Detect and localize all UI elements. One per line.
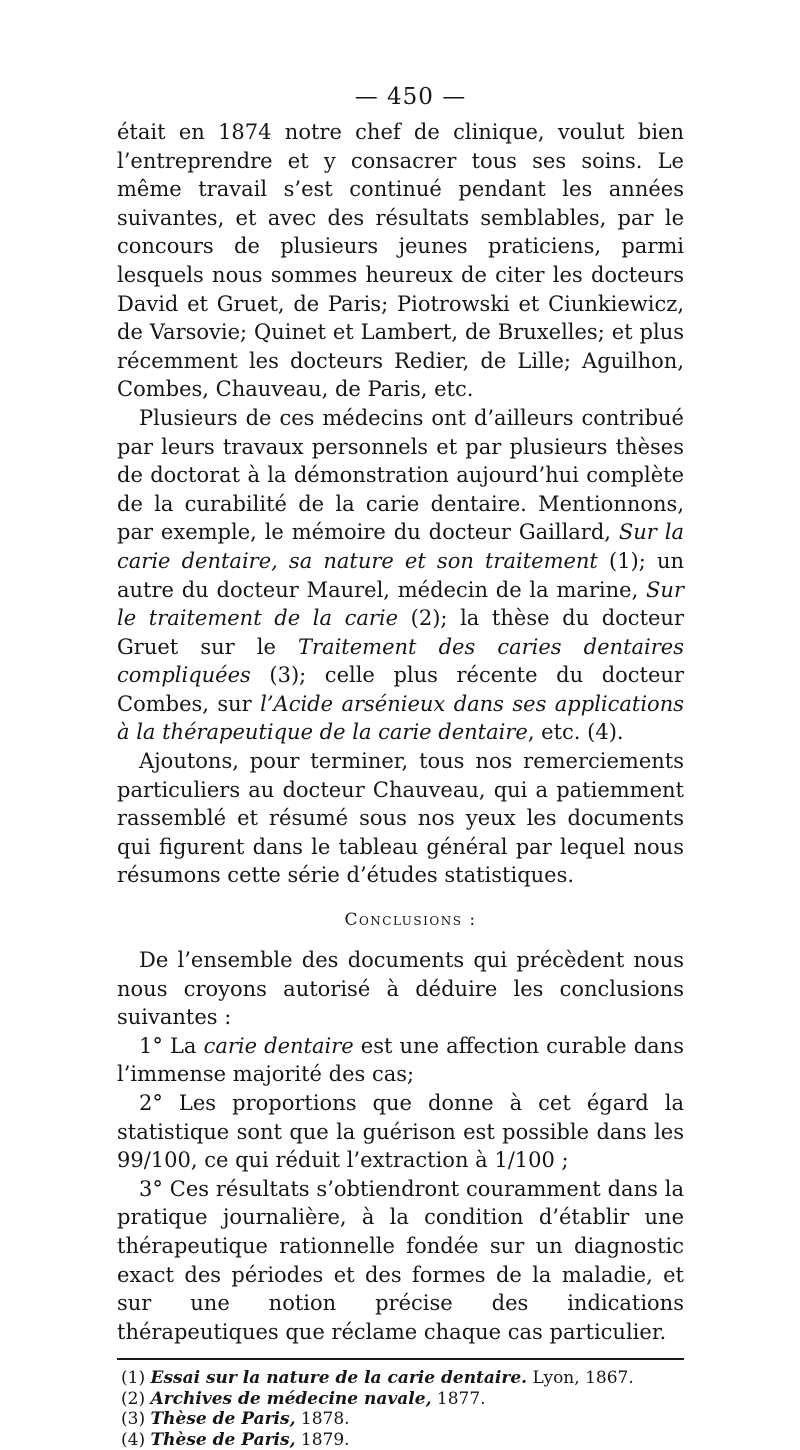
footnote-title: Thèse de Paris, (150, 1429, 296, 1450)
text-run: (1); un autre du docteur Maurel, médecin de la marine, (117, 548, 684, 602)
conclusion-2 (117, 1089, 684, 1175)
paragraph-publications (117, 404, 684, 747)
footnote-detail: 1879. (295, 1429, 350, 1450)
footnote-detail: 1878. (295, 1409, 350, 1430)
page-number: — 450 — (354, 84, 467, 110)
conclusion-3 (117, 1175, 684, 1347)
footnote-mark: (4) (121, 1429, 146, 1450)
book-page (117, 82, 684, 1450)
text-run: , etc. (4). (527, 720, 624, 745)
paragraph-acknowledgements: Ajoutons, pour terminer, tous nos remerciements particuliers au docteur Chauveau, qui a patiemment rassemblé et résumé sous nos yeux les documents qui figurent dans le tableau général par lequel nous résumons cette série d’études statistiques. (117, 749, 684, 888)
italic-title-gaillard: Sur la carie dentaire, sa nature et son traitement (117, 520, 684, 573)
conclusion-number: 3° (139, 1176, 163, 1201)
conclusion-number: 1° (139, 1033, 163, 1058)
section-heading-conclusions: Conclusions : (344, 910, 477, 931)
footnote-detail: Lyon, 1867. (527, 1368, 634, 1389)
text-run: (3); celle plus récente du docteur Combes, sur (117, 663, 684, 716)
paragraph-collaborators: était en 1874 notre chef de clinique, voulut bien l’entreprendre et y consacrer tous ses soins. Le même travail s’est continué pendant les années suivantes, et avec des résultats semblables, par le concours de plusieurs jeunes praticiens, parmi lesquels nous sommes heureux de citer les docteurs David et Gruet, de Paris; Piotrowski et Ciunkiewicz, de Varsovie; Quinet et Lambert, de Bruxelles; et plus récemment les docteurs Redier, de Lille; Aguilhon, Combes, Chauveau, de Paris, etc. (117, 120, 684, 402)
italic-title-maurel: Sur le traitement de la carie (117, 577, 684, 631)
footnote-3 (117, 1409, 684, 1430)
conclusions-intro: De l’ensemble des documents qui précèdent nous nous croyons autorisé à déduire les conclusions suivantes : (117, 948, 684, 1030)
footnote-mark: (2) (121, 1388, 146, 1409)
conclusion-1 (117, 1032, 684, 1089)
text-run: (2); la thèse du docteur Gruet sur le (117, 606, 684, 659)
text-run: Ces résultats s’obtiendront couramment dans la pratique journalière, à la condition d’établir une thérapeutique rationnelle fondée sur un diagnostic exact des périodes et des formes de la maladie, et sur une notion précise des indications thérapeutiques que réclame chaque cas particulier. (117, 1176, 684, 1344)
footnote-title: Essai sur la nature de la carie dentaire. (150, 1368, 528, 1389)
text-run: Plusieurs de ces médecins ont d’ailleurs contribué par leurs travaux personnels et par plusieurs thèses de doctorat à la démonstration aujourd’hui complète de la curabilité de la carie dentaire. Mentionnons, par exemple, le mémoire du docteur Gaillard, (117, 405, 684, 545)
text-run: est une affection curable dans l’immense majorité des cas; (117, 1033, 684, 1087)
footnote-1 (117, 1368, 684, 1389)
italic-term: carie dentaire (203, 1033, 354, 1058)
conclusion-number: 2° (139, 1091, 163, 1115)
text-run: La (162, 1033, 204, 1058)
italic-title-gruet: Traitement des caries dentaires compliquées (117, 634, 684, 688)
footnote-detail: 1877. (431, 1388, 486, 1409)
footnote-mark: (3) (121, 1409, 146, 1430)
footnote-divider (117, 1358, 684, 1360)
footnote-title: Archives de médecine navale, (150, 1388, 432, 1409)
italic-title-combes: l’Acide arsénieux dans ses applications à la thérapeutique de la carie dentaire (117, 691, 685, 745)
footnote-4 (117, 1430, 684, 1450)
footnote-2 (117, 1389, 684, 1410)
footnote-mark: (1) (121, 1368, 146, 1389)
footnote-title: Thèse de Paris, (150, 1409, 296, 1430)
text-run: Les proportions que donne à cet égard la statistique sont que la guérison est possible dans les 99/100, ce qui réduit l’extraction à 1/100 ; (117, 1091, 684, 1173)
